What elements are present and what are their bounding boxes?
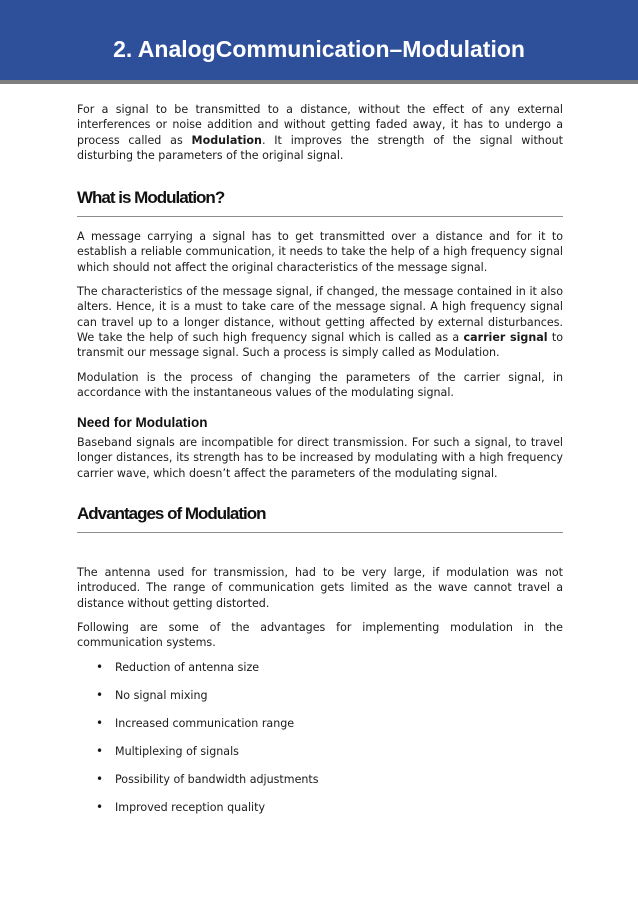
list-item: [77, 716, 563, 744]
list-item: [77, 800, 563, 828]
list-item-label: Possibility of bandwidth adjustments: [115, 772, 319, 786]
bullet-icon: •: [96, 687, 104, 702]
section-divider: [77, 532, 563, 533]
list-item-label: Reduction of antenna size: [115, 660, 260, 674]
bullet-icon: •: [96, 743, 104, 758]
page-title: 2. AnalogCommunication–Modulation: [113, 36, 525, 62]
list-item-label: Increased communication range: [115, 716, 295, 730]
section1-p2-text-2: to transmit our message signal. Such a process is simply called as Modulation.: [77, 330, 564, 360]
section1-paragraph-2: [77, 284, 563, 360]
section1-paragraph-1: A message carrying a signal has to get transmitted over a distance and for it to establish a reliable communication, it needs to take the help of a high frequency signal which should not affect the original characteristics of the message signal.: [77, 230, 563, 274]
intro-text-1: For a signal to be transmitted to a distance, without the effect of any external interferences or noise addition and without getting faded away, it has to undergo a process called as: [77, 103, 563, 147]
list-item: [77, 772, 563, 800]
bullet-icon: •: [96, 715, 104, 730]
list-item: [77, 744, 563, 772]
list-item-label: Improved reception quality: [115, 800, 266, 814]
bullet-icon: •: [96, 659, 104, 674]
subheading-need-for-modulation: Need for Modulation: [77, 415, 208, 431]
intro-text-2: . It improves the strength of the signal without disturbing the parameters of the original signal.: [77, 133, 564, 162]
advantages-list: [77, 660, 563, 828]
section1-paragraph-3: Modulation is the process of changing the parameters of the carrier signal, in accordance with the instantaneous values of the modulating signal.: [77, 370, 563, 399]
page-header: [0, 0, 638, 84]
list-item-label: No signal mixing: [115, 688, 208, 702]
bullet-icon: •: [96, 799, 104, 814]
intro-bold-term: Modulation: [191, 133, 262, 147]
list-item-label: Multiplexing of signals: [115, 744, 239, 758]
intro-paragraph: [77, 102, 563, 163]
document-body: [77, 102, 563, 828]
list-item: [77, 660, 563, 688]
section2-paragraph-2: Following are some of the advantages for implementing modulation in the communication systems.: [77, 620, 563, 650]
section-heading-advantages: Advantages of Modulation: [77, 504, 266, 524]
list-item: [77, 688, 563, 716]
section-heading-what-is-modulation: What is Modulation?: [77, 188, 225, 208]
section1-p2-text-1: The characteristics of the message signal, if changed, the message contained in it also alters. Hence, it is a must to take care of the message signal. A high frequency signal can travel up to a longer distance, without getting affected by external disturbances. We take the help of such high frequency signal which is called as a: [77, 285, 563, 344]
section2-paragraph-1: The antenna used for transmission, had to be very large, if modulation was not introduced. The range of communication gets limited as the wave cannot travel a distance without getting distorted.: [77, 566, 563, 610]
need-paragraph: Baseband signals are incompatible for direct transmission. For such a signal, to travel longer distances, its strength has to be increased by modulating with a high frequency carrier wave, which doesn’t affect the parameters of the modulating signal.: [77, 436, 563, 480]
section-divider: [77, 216, 563, 217]
bullet-icon: •: [96, 771, 104, 786]
carrier-signal-term: carrier signal: [463, 330, 548, 344]
